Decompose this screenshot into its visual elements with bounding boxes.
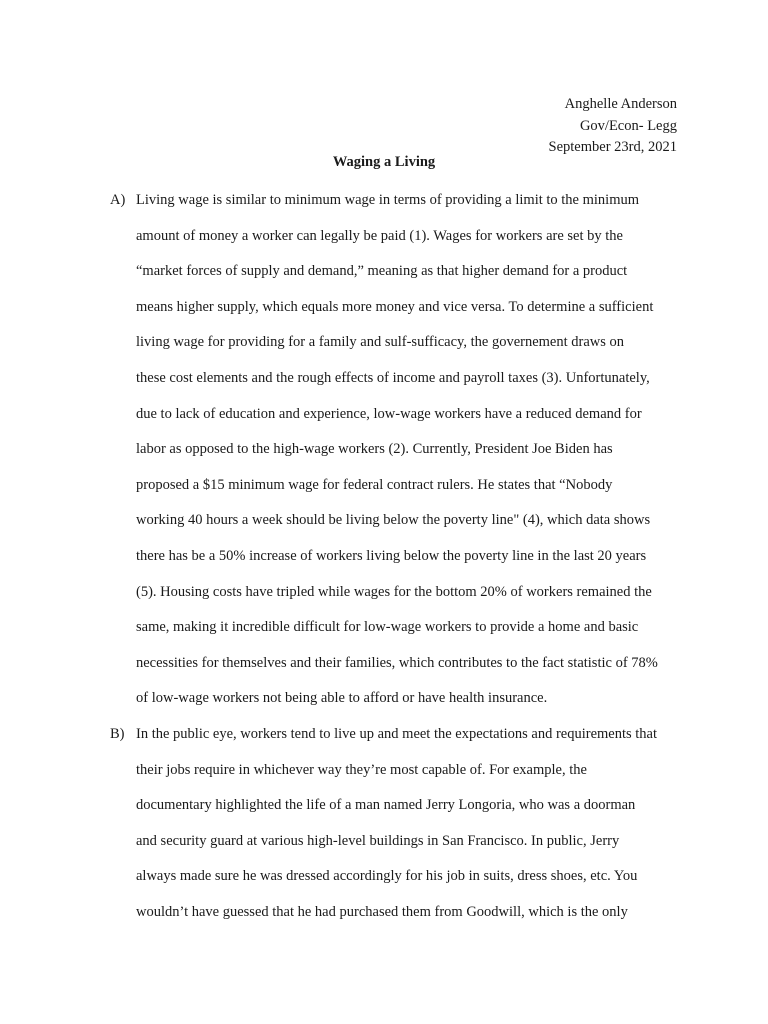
paragraph-line: working 40 hours a week should be living below the poverty line" (4), which data shows	[136, 512, 651, 529]
paragraph-line: always made sure he was dressed accordingly for his job in suits, dress shoes, etc. You	[136, 868, 638, 885]
paragraph-line: (5). Housing costs have tripled while wages for the bottom 20% of workers remained the	[136, 583, 652, 600]
paragraph-line: means higher supply, which equals more money and vice versa. To determine a sufficient	[136, 298, 654, 315]
paragraph-line: documentary highlighted the life of a man named Jerry Longoria, who was a doorman	[136, 797, 636, 814]
document-header	[549, 94, 677, 159]
section-a-marker: A)	[110, 192, 126, 208]
paragraph-line: “market forces of supply and demand,” meaning as that higher demand for a product	[136, 263, 628, 280]
paragraph-line: labor as opposed to the high-wage workers (2). Currently, President Joe Biden has	[136, 441, 613, 458]
paragraph-line: living wage for providing for a family and sulf-sufficacy, the governement draws on	[136, 334, 625, 351]
paragraph-line: and security guard at various high-level buildings in San Francisco. In public, Jerry	[136, 832, 620, 849]
paragraph-line: necessities for themselves and their families, which contributes to the fact statistic of 78%	[136, 654, 658, 671]
paragraph-line: their jobs require in whichever way they’re most capable of. For example, the	[136, 761, 587, 778]
paragraph-line: proposed a $15 minimum wage for federal contract rulers. He states that “Nobody	[136, 476, 613, 493]
paragraph-line: wouldn’t have guessed that he had purchased them from Goodwill, which is the only	[136, 904, 628, 920]
paragraph-line: these cost elements and the rough effects of income and payroll taxes (3). Unfortunately,	[136, 370, 650, 386]
paragraph-line: In the public eye, workers tend to live up and meet the expectations and requirements that	[136, 726, 658, 742]
paragraph-line: due to lack of education and experience, low-wage workers have a reduced demand for	[136, 405, 642, 422]
paragraph-line: amount of money a worker can legally be paid (1). Wages for workers are set by the	[136, 227, 623, 244]
paragraph-line: Living wage is similar to minimum wage in terms of providing a limit to the minimum	[136, 192, 640, 208]
document-date: September 23rd, 2021	[548, 139, 677, 155]
paragraph-line: of low-wage workers not being able to afford or have health insurance.	[136, 690, 548, 707]
section-b-marker: B)	[110, 726, 125, 742]
paragraph-line: there has be a 50% increase of workers living below the poverty line in the last 20 years	[136, 548, 647, 564]
document-title: Waging a Living	[332, 154, 436, 170]
course-name: Gov/Econ- Legg	[579, 117, 677, 134]
paragraph-line: same, making it incredible difficult for low-wage workers to provide a home and basic	[136, 619, 639, 636]
author-name: Anghelle Anderson	[564, 96, 677, 112]
